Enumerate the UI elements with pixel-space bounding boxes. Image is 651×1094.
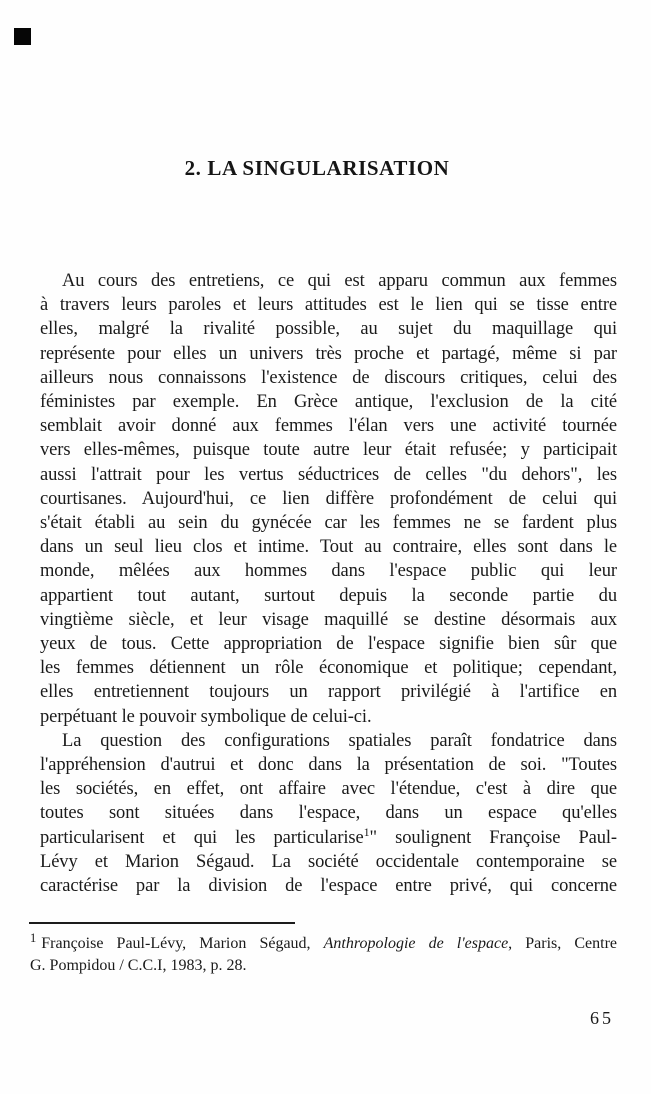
scan-artifact-square bbox=[14, 28, 31, 45]
text-line: les sociétés, en effet, ont affaire avec l'étendue, c'est à dire que bbox=[40, 779, 617, 800]
footnote bbox=[30, 930, 618, 976]
text-line: représente pour elles un univers très proche et partagé, même si par bbox=[40, 343, 617, 364]
text-line: vingtième siècle, et leur visage maquillé se destine désormais aux bbox=[40, 609, 617, 630]
text-line: yeux de tous. Cette appropriation de l'espace signifie bien sûr que bbox=[40, 634, 617, 655]
text-line: La question des configurations spatiales paraît fondatrice dans bbox=[62, 730, 617, 751]
text-line: caractérise par la division de l'espace entre privé, qui concerne bbox=[40, 876, 617, 897]
footnote-marker: 1 bbox=[30, 930, 37, 945]
text-line: à travers leurs paroles et leurs attitudes est le lien qui se tisse entre bbox=[40, 295, 617, 316]
text-line-with-footnote-ref bbox=[40, 826, 617, 850]
text-line: monde, mêlées aux hommes dans l'espace public qui leur bbox=[40, 561, 617, 582]
text-line: appartient tout autant, surtout depuis la seconde partie du bbox=[40, 585, 617, 606]
text-line: semblait avoir donné aux femmes l'élan vers une activité tournée bbox=[40, 416, 617, 437]
text-line: toutes sont situées dans l'espace, dans un espace qu'elles bbox=[40, 803, 617, 824]
cited-work-title: Anthropologie de l'espace bbox=[323, 935, 509, 952]
text-line: ailleurs nous connaissons l'existence de discours critiques, celui des bbox=[40, 367, 617, 388]
paragraph-2 bbox=[40, 729, 617, 898]
text-line: elles entretiennent toujours un rapport privilégié à l'artifice en bbox=[40, 682, 617, 703]
body-text bbox=[40, 269, 617, 898]
text-line: dans un seul lieu clos et intime. Tout au contraire, elles sont dans le bbox=[40, 537, 617, 558]
text-segment: particularisent et qui les particularise bbox=[40, 827, 364, 848]
footnote-line bbox=[30, 930, 618, 955]
text-line: s'était établi au sein du gynécée car les femmes ne se fardent plus bbox=[40, 513, 617, 534]
footnote-reference-superscript: 1 bbox=[363, 824, 370, 839]
text-line: les femmes détiennent un rôle économique et politique; cependant, bbox=[40, 658, 617, 679]
footnote-line: G. Pompidou / C.C.I, 1983, p. 28. bbox=[30, 956, 247, 974]
footnote-text-segment: Françoise Paul-Lévy, Marion Ségaud, bbox=[41, 935, 324, 952]
text-line: perpétuant le pouvoir symbolique de celui-ci. bbox=[40, 706, 372, 727]
text-line: l'appréhension d'autrui et donc dans la présentation de soi. "Toutes bbox=[40, 755, 617, 776]
text-line: féministes par exemple. En Grèce antique, l'exclusion de la cité bbox=[40, 392, 617, 413]
text-line: courtisanes. Aujourd'hui, ce lien diffère profondément de celui qui bbox=[40, 488, 617, 509]
page-number: 65 bbox=[590, 1008, 614, 1028]
text-line: Au cours des entretiens, ce qui est apparu commun aux femmes bbox=[62, 271, 617, 291]
footnote-separator-rule bbox=[29, 922, 295, 924]
paragraph-1 bbox=[40, 269, 617, 729]
section-title: 2. LA SINGULARISATION bbox=[184, 156, 450, 180]
text-line: Lévy et Marion Ségaud. La société occidentale contemporaine se bbox=[40, 851, 617, 872]
text-segment: " soulignent Françoise Paul- bbox=[369, 827, 617, 848]
text-line: aussi l'attrait pour les vertus séductrices de celles "du dehors", les bbox=[40, 464, 617, 485]
text-line: vers elles-mêmes, puisque toute autre leur était refusée; y participait bbox=[40, 440, 617, 461]
text-line: elles, malgré la rivalité possible, au sujet du maquillage qui bbox=[40, 319, 617, 340]
footnote-text-segment: , Paris, Centre bbox=[508, 935, 618, 952]
